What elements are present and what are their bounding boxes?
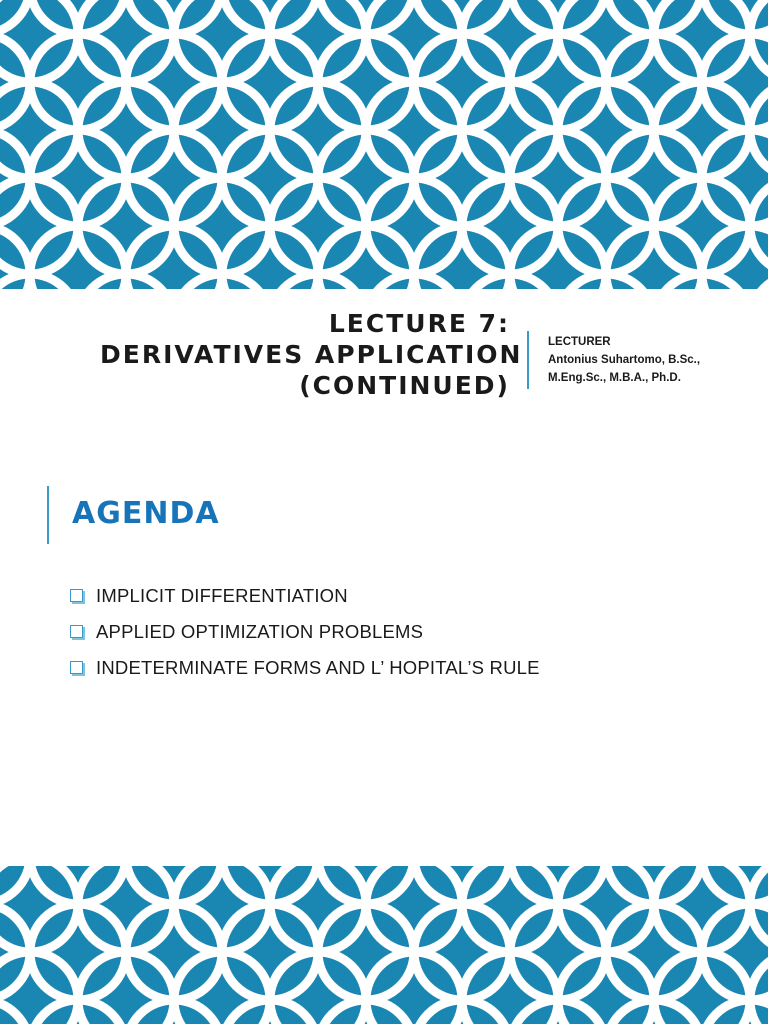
agenda-item: [70, 650, 540, 686]
title-divider: [527, 331, 529, 389]
lecturer-name-line: Antonius Suhartomo, B.Sc.,: [548, 354, 701, 366]
title-line: LECTURE 7:: [328, 309, 510, 338]
lecturer-name-line: M.Eng.Sc., M.B.A., Ph.D.: [548, 372, 681, 384]
agenda-heading: AGENDA: [72, 496, 220, 531]
title-line: DERIVATIVES APPLICATION: [100, 340, 523, 369]
checkbox-icon: [70, 589, 83, 602]
checkbox-icon: [70, 661, 83, 674]
agenda-item: [70, 578, 540, 614]
lecturer-info: [548, 333, 758, 387]
agenda-item: [70, 614, 540, 650]
top-pattern-band: [0, 0, 768, 289]
lecturer-label: LECTURER: [548, 336, 611, 348]
title-line: (CONTINUED): [299, 371, 510, 400]
decorative-pattern: [0, 866, 768, 1024]
decorative-pattern: [0, 0, 768, 289]
agenda-item-label: INDETERMINATE FORMS AND L’ HOPITAL’S RULE: [96, 657, 540, 678]
bottom-pattern-band: [0, 866, 768, 1024]
slide-title: [100, 308, 523, 401]
agenda-list: [70, 578, 540, 686]
checkbox-icon: [70, 625, 83, 638]
agenda-accent-bar: [47, 486, 49, 544]
agenda-item-label: APPLIED OPTIMIZATION PROBLEMS: [96, 621, 424, 642]
agenda-item-label: IMPLICIT DIFFERENTIATION: [96, 585, 348, 606]
